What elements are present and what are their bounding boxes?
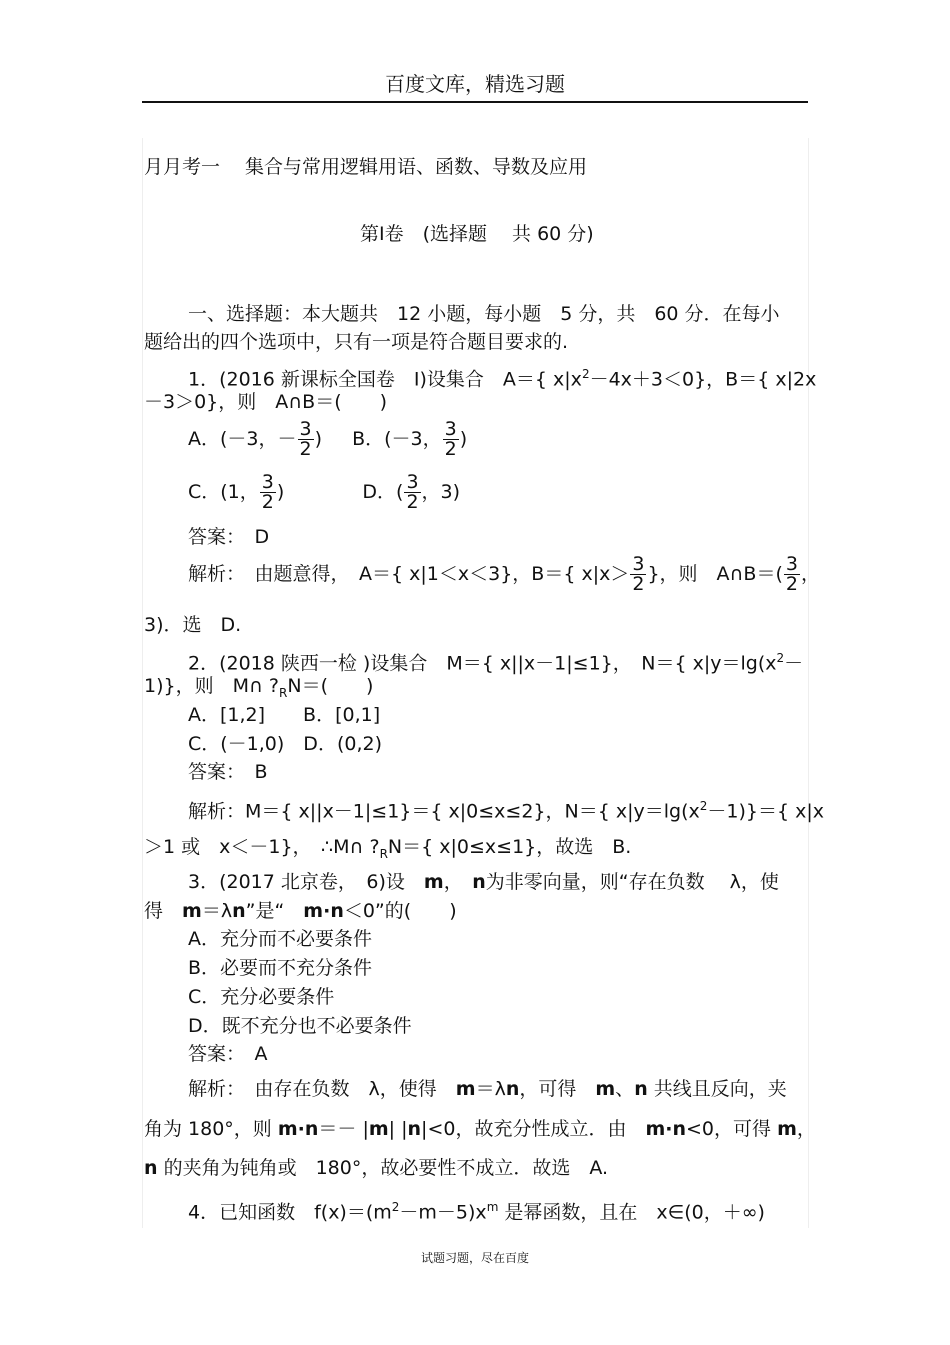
q2-stem-line-2 — [144, 675, 373, 704]
q3-option-c: C．充分必要条件 — [188, 986, 335, 1008]
vector-n: n — [472, 871, 486, 893]
q3-text: 得 — [144, 900, 183, 922]
q3-text: ＝λ — [201, 900, 233, 922]
dot-product: m·n — [303, 900, 344, 922]
q3-text: ， — [443, 871, 473, 893]
vector-n: n — [407, 1118, 422, 1140]
q3-analysis-line-2 — [144, 1118, 816, 1140]
vector-n: n — [634, 1078, 648, 1100]
q4-stem-line-1 — [188, 1196, 765, 1223]
fraction-numerator: 3 — [261, 471, 274, 493]
q1-stem-line-2: －3＞0}，则 A∩B＝( ) — [144, 391, 388, 413]
fraction — [784, 555, 800, 594]
q1-analysis-text: }，则 A∩B＝( — [647, 563, 783, 585]
q2-analysis-text: 解析：M＝{ x||x－1|≤1}＝{ x|0≤x≤2}，N＝{ x|y＝lg(x — [188, 800, 700, 823]
q1-option-a-text: ) — [314, 428, 323, 450]
q1-option-a — [188, 418, 323, 460]
q1-stem-line-1 — [188, 363, 816, 390]
q3-option-d: D．既不充分也不必要条件 — [188, 1015, 412, 1037]
page-header: 百度文库，精选习题 — [385, 72, 565, 96]
q2-analysis-text: －1)}＝{ x|x — [707, 800, 824, 823]
q4-text: －m－5)x — [399, 1201, 487, 1224]
q4-exponent: m — [486, 1200, 499, 1214]
q3-text: 为非零向量，则“存在负数 λ，使 — [485, 871, 779, 893]
q1-exponent: 2 — [581, 367, 590, 381]
q3-text: ”是“ — [245, 900, 304, 922]
q3-analysis-text: 、 — [615, 1078, 635, 1100]
volume-heading: 第Ⅰ卷 (选择题 共 60 分) — [360, 223, 594, 245]
fraction-denominator: 2 — [406, 491, 419, 513]
q1-analysis-text: 解析： 由题意得， A＝{ x|1＜x＜3}，B＝{ x|x＞ — [188, 563, 630, 585]
vector-m: m — [455, 1078, 476, 1100]
fraction-denominator: 2 — [444, 438, 457, 460]
q1-options-ab — [188, 420, 467, 459]
q1-options-cd — [188, 473, 460, 512]
q1-answer: 答案： D — [188, 526, 270, 548]
fraction-denominator: 2 — [299, 438, 312, 460]
fraction-numerator: 3 — [632, 553, 645, 575]
intro-line-1: 一、选择题：本大题共 12 小题，每小题 5 分，共 60 分．在每小 — [188, 303, 780, 325]
q2-text: 1)}，则 M∩ ? — [144, 675, 280, 697]
q1-text: 1．(2016 新课标全国卷 Ⅰ)设集合 A＝{ x|x — [188, 368, 582, 391]
q3-analysis-text: 角为 180°，则 — [144, 1118, 278, 1140]
q1-analysis-line-2: 3)．选 D. — [144, 614, 242, 636]
intro-line-2: 题给出的四个选项中，只有一项是符合题目要求的. — [144, 331, 569, 353]
q3-analysis-text: ＝－ | — [318, 1118, 369, 1140]
vector-n: n — [144, 1157, 158, 1179]
doc-title: 月月考一 集合与常用逻辑用语、函数、导数及应用 — [144, 156, 588, 178]
q2-analysis-text: N＝{ x|0≤x≤1}，故选 B. — [387, 836, 632, 858]
q1-option-c — [188, 471, 285, 513]
q3-analysis-line-3 — [144, 1157, 608, 1179]
left-margin-line — [142, 138, 143, 1228]
q4-text: 是幂函数，且在 x∈(0，＋∞) — [498, 1201, 765, 1224]
q2-exponent: 2 — [699, 799, 708, 813]
q3-text: ＜0”的( ) — [343, 900, 457, 922]
vector-m: m — [368, 1118, 389, 1140]
q1-option-a-text: A．(－3，－ — [188, 428, 297, 450]
fraction — [630, 555, 646, 594]
vector-m: m — [423, 871, 444, 893]
q1-option-b — [352, 418, 468, 460]
dot-product: m·n — [645, 1118, 687, 1140]
fraction-numerator: 3 — [444, 418, 457, 440]
fraction — [298, 420, 314, 459]
vector-m: m — [182, 900, 202, 922]
q2-answer: 答案： B — [188, 761, 268, 783]
q3-analysis-text: 共线且反向，夹 — [647, 1078, 787, 1100]
q3-option-b: B．必要而不充分条件 — [188, 957, 373, 979]
q3-option-a: A．充分而不必要条件 — [188, 928, 372, 950]
q2-options-cd: C．(－1,0) D．(0,2) — [188, 733, 382, 755]
fraction-numerator: 3 — [406, 471, 419, 493]
page-footer: 试题习题，尽在百度 — [420, 1251, 529, 1265]
q3-text: 3．(2017 北京卷， 6)设 — [188, 871, 424, 893]
q4-text: 4．已知函数 f(x)＝(m — [188, 1201, 392, 1224]
fraction-numerator: 3 — [299, 418, 312, 440]
q2-options-ab: A．[1,2] B．[0,1] — [188, 704, 381, 726]
q1-option-b-text: ) — [459, 428, 468, 450]
q1-option-d — [362, 471, 461, 513]
q1-option-c-text: C．(1， — [188, 481, 259, 503]
q2-text: 2．(2018 陕西一检 )设集合 M＝{ x||x－1|≤1}， N＝{ x|y＝lg(x — [188, 652, 777, 675]
q1-option-d-text: ，3) — [421, 481, 461, 503]
q3-analysis-text: 的夹角为钝角或 180°，故必要性不成立．故选 A. — [157, 1157, 609, 1179]
fraction — [404, 473, 420, 512]
q1-option-c-text: ) — [276, 481, 285, 503]
fraction — [443, 420, 459, 459]
vector-m: m — [595, 1078, 616, 1100]
q2-analysis-line-1 — [188, 795, 824, 822]
fraction-numerator: 3 — [785, 553, 798, 575]
q3-analysis-text: ，可得 — [519, 1078, 596, 1100]
q2-subscript: R — [379, 846, 388, 861]
q3-answer: 答案： A — [188, 1043, 268, 1065]
q2-text: N＝( ) — [287, 675, 374, 697]
q2-analysis-line-2 — [144, 836, 631, 865]
q3-analysis-text: | | — [388, 1118, 408, 1140]
header-rule — [142, 101, 808, 103]
q3-analysis-text: ＝λ — [475, 1078, 506, 1100]
q2-text: － — [784, 652, 804, 675]
q1-analysis-text: ， — [800, 563, 820, 585]
q3-analysis-text: |<0，故充分性成立．由 — [421, 1118, 646, 1140]
q2-exponent: 2 — [776, 651, 785, 665]
q1-text: －4x＋3＜0}，B＝{ x|2x — [589, 368, 817, 391]
q3-stem-line-2 — [144, 900, 457, 922]
q2-subscript: R — [279, 685, 288, 700]
vector-n: n — [505, 1078, 520, 1100]
q1-analysis-line-1 — [188, 555, 820, 594]
q1-option-b-text: B．(－3， — [352, 428, 442, 450]
q4-exponent: 2 — [391, 1200, 400, 1214]
q2-stem-line-1 — [188, 647, 803, 674]
q3-analysis-text: ， — [796, 1118, 816, 1140]
right-margin-line — [808, 138, 809, 1228]
vector-m: m — [777, 1118, 797, 1140]
q3-analysis-text: 解析： 由存在负数 λ，使得 — [188, 1078, 456, 1100]
q1-option-d-text: D．( — [362, 481, 404, 503]
fraction-denominator: 2 — [261, 491, 274, 513]
fraction — [260, 473, 276, 512]
dot-product: m·n — [277, 1118, 319, 1140]
fraction-denominator: 2 — [785, 573, 798, 595]
vector-n: n — [232, 900, 246, 922]
q3-stem-line-1 — [188, 871, 779, 893]
q2-analysis-text: ＞1 或 x＜－1}， ∴M∩ ? — [144, 836, 380, 858]
fraction-denominator: 2 — [632, 573, 645, 595]
q3-analysis-line-1 — [188, 1078, 787, 1100]
q3-analysis-text: <0，可得 — [686, 1118, 778, 1140]
